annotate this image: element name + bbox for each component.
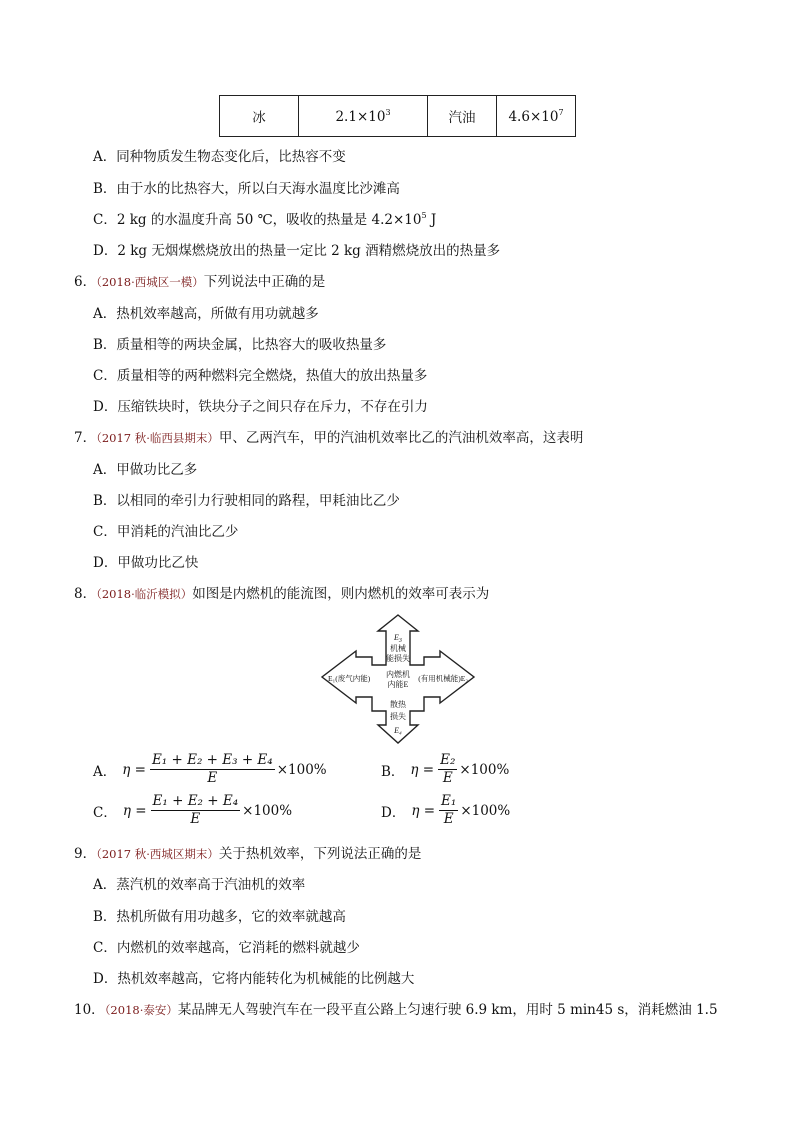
q7-option-b: B．以相同的牵引力行驶相同的路程，甲耗油比乙少 (93, 493, 400, 509)
q5-option-c: C．2 kg 的水温度升高 50 ℃，吸收的热量是 $4.2\times 10^5$ J (93, 211, 437, 228)
diagram-top-line2: 机械 (390, 644, 406, 653)
q5-option-a: A．同种物质发生物态变化后，比热容不变 (93, 149, 346, 165)
table-cell-gasoline: 汽油 (428, 96, 497, 137)
q7-source: （2017 秋·临西县期末） (96, 431, 219, 445)
q7-option-d: D．甲做功比乙快 (93, 555, 199, 571)
q8-option-a: A． η = $\frac{\text{E₁ + E₂ + E₃ + E₄}}{E}$ ×100% (93, 752, 327, 786)
q9-option-d: D．热机效率越高，它将内能转化为机械能的比例越大 (93, 971, 415, 987)
q9-option-c: C．内燃机的效率越高，它消耗的燃料就越少 (93, 940, 360, 956)
q8-source: （2018·临沂模拟） (96, 587, 193, 601)
q6-option-a: A．热机效率越高，所做有用功就越多 (93, 306, 319, 322)
q5-option-d: D．2 kg 无烟煤燃烧放出的热量一定比 2 kg 酒精燃烧放出的热量多 (93, 243, 501, 259)
q8-option-b: B． η = $\frac{\text{E₂}}{E}$ ×100% (381, 752, 510, 786)
q6-option-d: D．压缩铁块时，铁块分子之间只存在斥力，不存在引力 (93, 399, 428, 415)
diagram-left-label: E₁(废气内能) (328, 674, 371, 683)
q6-stem: 6．（2018·西城区一模）下列说法中正确的是 (74, 274, 326, 290)
q9-source: （2017 秋·西城区期末） (96, 847, 219, 861)
specific-heat-table (219, 95, 576, 137)
energy-flow-diagram (320, 613, 476, 745)
diagram-top-line3: 能损失 (386, 654, 410, 663)
q9-option-b: B．热机所做有用功越多，它的效率就越高 (93, 909, 346, 925)
diagram-bottom-line2: 损失 (390, 712, 406, 721)
q7-option-c: C．甲消耗的汽油比乙少 (93, 524, 239, 540)
diagram-right-label: (有用机械能)E₂ (418, 674, 468, 683)
q7-stem: 7．（2017 秋·临西县期末）甲、乙两汽车，甲的汽油机效率比乙的汽油机效率高，这表明 (74, 430, 584, 446)
q6-source: （2018·西城区一模） (96, 275, 204, 289)
q10-stem: 10．（2018·泰安）某品牌无人驾驶汽车在一段平直公路上匀速行驶 6.9 km，用时 5 min45 s，消耗燃油 1.5 (74, 1002, 718, 1018)
diagram-bottom-line1: 散热 (390, 700, 406, 709)
diagram-center-line2: 内能E (387, 680, 409, 689)
diagram-e3-label: $E_3$ (394, 633, 402, 644)
q6-option-b: B．质量相等的两块金属，比热容大的吸收热量多 (93, 337, 387, 353)
q8-stem: 8．（2018·临沂模拟）如图是内燃机的能流图，则内燃机的效率可表示为 (74, 586, 490, 602)
q6-option-c: C．质量相等的两种燃料完全燃烧，热值大的放出热量多 (93, 368, 428, 384)
q8-option-c: C． η = $\frac{\text{E₁ + E₂ + E₄}}{E}$ ×100% (93, 793, 293, 827)
table-cell-ice-value: $2.1\times 10^3$ (299, 96, 428, 137)
table-cell-gasoline-value: $4.6\times 10^7$ (497, 96, 576, 137)
q10-source: （2018·泰安） (104, 1003, 178, 1017)
q5-option-b: B．由于水的比热容大，所以白天海水温度比沙滩高 (93, 181, 400, 197)
table-cell-ice: 冰 (220, 96, 299, 137)
q9-stem: 9．（2017 秋·西城区期末）关于热机效率，下列说法正确的是 (74, 846, 422, 862)
q7-option-a: A．甲做功比乙多 (93, 462, 198, 478)
q9-option-a: A．蒸汽机的效率高于汽油机的效率 (93, 877, 306, 893)
diagram-center-line1: 内燃机 (386, 670, 410, 679)
q8-option-d: D． η = $\frac{\text{E₁}}{E}$ ×100% (381, 793, 511, 827)
diagram-e4-label: E₄ (394, 726, 402, 735)
